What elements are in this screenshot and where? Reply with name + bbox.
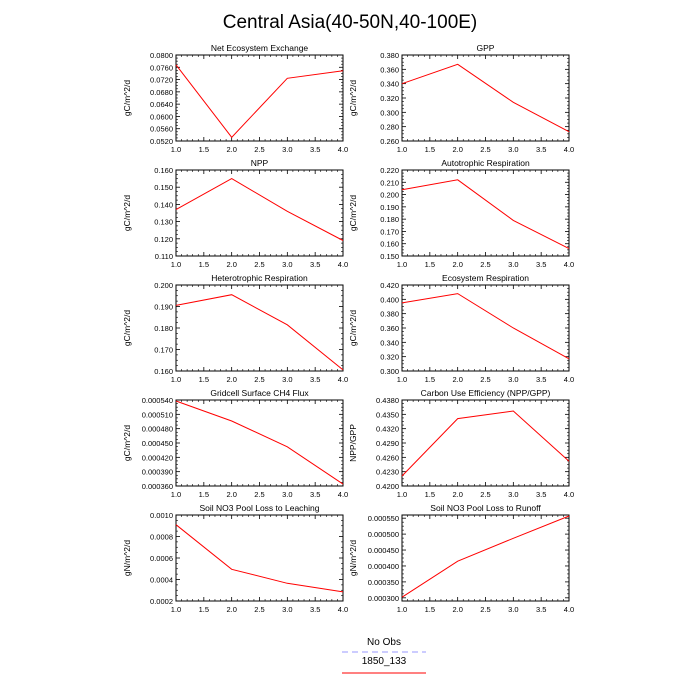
x-tick-label: 2.0 (452, 375, 463, 384)
plot-frame (402, 170, 569, 256)
y-tick-label: 0.200 (380, 190, 399, 200)
panel-title: NPP (250, 158, 269, 168)
y-axis-label: gC/m^2/d (122, 194, 132, 232)
y-tick-label: 0.4200 (376, 482, 399, 491)
x-tick-label: 3.0 (508, 605, 519, 614)
x-tick-label: 1.5 (198, 490, 210, 499)
y-tick-label: 0.380 (380, 309, 399, 319)
x-tick-label: 3.0 (508, 145, 519, 154)
y-tick-label: 0.0002 (150, 597, 173, 606)
x-tick-label: 2.5 (254, 605, 265, 614)
y-tick-label: 0.000450 (367, 546, 399, 556)
x-tick-label: 1.0 (170, 605, 182, 614)
y-tick-label: 0.130 (154, 217, 173, 227)
panel-grid (122, 43, 574, 614)
x-tick-label: 3.5 (309, 605, 321, 614)
plot-frame (402, 285, 569, 371)
x-tick-label: 1.0 (170, 145, 182, 154)
y-axis-label: gC/m^2/d (122, 424, 132, 462)
y-tick-label: 0.0006 (150, 554, 173, 563)
x-tick-label: 4.0 (563, 260, 575, 269)
x-tick-label: 1.0 (396, 375, 408, 384)
x-tick-label: 2.0 (226, 605, 237, 614)
series-line (402, 411, 569, 476)
y-tick-label: 0.000390 (141, 467, 173, 477)
plot-frame (402, 55, 569, 141)
x-tick-label: 4.0 (337, 375, 349, 384)
y-tick-label: 0.260 (380, 137, 399, 146)
x-tick-label: 2.5 (480, 375, 491, 384)
x-tick-label: 3.5 (309, 490, 321, 499)
x-tick-label: 3.5 (309, 375, 321, 384)
y-axis-label: NPP/GPP (348, 424, 358, 462)
x-tick-label: 3.0 (508, 375, 519, 384)
panel-title: Soil NO3 Pool Loss to Leaching (199, 503, 320, 513)
y-tick-label: 0.220 (380, 166, 399, 175)
panel-title: Soil NO3 Pool Loss to Runoff (430, 503, 541, 513)
y-tick-label: 0.000300 (367, 593, 399, 603)
x-tick-label: 3.0 (508, 260, 519, 269)
x-tick-label: 2.0 (452, 260, 463, 269)
plot-frame (402, 400, 569, 486)
x-tick-label: 4.0 (563, 145, 575, 154)
y-tick-label: 0.340 (380, 79, 399, 89)
y-axis-label: gC/m^2/d (348, 309, 358, 347)
panel-title: Gridcell Surface CH4 Flux (210, 388, 309, 398)
y-tick-label: 0.4230 (376, 467, 399, 477)
x-tick-label: 2.0 (452, 605, 463, 614)
x-tick-label: 1.5 (198, 145, 210, 154)
y-tick-label: 0.000450 (141, 439, 173, 448)
x-tick-label: 1.0 (170, 375, 182, 384)
x-tick-label: 3.5 (535, 490, 547, 499)
y-tick-label: 0.000480 (141, 424, 173, 434)
y-tick-label: 0.0560 (150, 124, 173, 134)
x-tick-label: 3.5 (535, 605, 547, 614)
x-tick-label: 2.5 (480, 605, 491, 614)
panel (122, 388, 348, 499)
y-tick-label: 0.0010 (150, 511, 173, 520)
y-tick-label: 0.150 (380, 252, 399, 261)
y-axis-label: gN/m^2/d (122, 539, 132, 577)
y-tick-label: 0.210 (380, 178, 399, 188)
figure-title: Central Asia(40-50N,40-100E) (222, 12, 478, 33)
series-line (176, 525, 343, 592)
x-tick-label: 3.5 (309, 260, 321, 269)
y-tick-label: 0.420 (380, 281, 399, 290)
x-tick-label: 2.5 (480, 490, 491, 499)
x-tick-label: 4.0 (337, 260, 349, 269)
panel (122, 43, 348, 154)
y-axis-label: gC/m^2/d (348, 194, 358, 232)
x-tick-label: 1.0 (396, 145, 408, 154)
y-tick-label: 0.0600 (150, 112, 173, 122)
panel (348, 43, 574, 154)
y-tick-label: 0.140 (154, 200, 173, 210)
x-tick-label: 1.5 (424, 145, 436, 154)
x-tick-label: 1.5 (424, 375, 436, 384)
x-tick-label: 2.5 (254, 260, 265, 269)
panel-title: Heterotrophic Respiration (211, 273, 308, 283)
y-tick-label: 0.0800 (150, 51, 173, 60)
y-tick-label: 0.000400 (367, 561, 399, 571)
legend-label-1850-133: 1850_133 (361, 656, 407, 667)
y-tick-label: 0.190 (154, 302, 173, 312)
x-tick-label: 4.0 (563, 375, 575, 384)
y-tick-label: 0.200 (154, 281, 173, 290)
x-tick-label: 2.5 (254, 490, 265, 499)
x-tick-label: 2.5 (480, 260, 491, 269)
panel (348, 388, 574, 499)
y-tick-label: 0.360 (380, 65, 399, 75)
y-tick-label: 0.000510 (141, 410, 173, 420)
x-tick-label: 3.0 (282, 145, 293, 154)
x-tick-label: 1.5 (424, 605, 436, 614)
x-tick-label: 2.0 (226, 375, 237, 384)
x-tick-label: 1.0 (170, 260, 182, 269)
y-tick-label: 0.300 (380, 108, 399, 118)
panel-title: Carbon Use Efficiency (NPP/GPP) (420, 388, 551, 398)
y-tick-label: 0.170 (380, 227, 399, 237)
y-tick-label: 0.320 (380, 94, 399, 103)
x-tick-label: 1.5 (424, 260, 436, 269)
x-tick-label: 2.5 (254, 375, 265, 384)
series-line (402, 516, 569, 597)
plot-frame (176, 285, 343, 371)
series-line (402, 294, 569, 359)
x-tick-label: 2.0 (452, 490, 463, 499)
y-tick-label: 0.110 (154, 252, 173, 261)
x-tick-label: 3.0 (282, 260, 293, 269)
y-tick-label: 0.000500 (367, 530, 399, 540)
y-tick-label: 0.320 (380, 352, 399, 362)
y-tick-label: 0.0520 (150, 137, 173, 146)
y-tick-label: 0.380 (380, 51, 399, 60)
x-tick-label: 2.0 (226, 260, 237, 269)
y-tick-label: 0.0004 (150, 575, 173, 585)
x-tick-label: 2.5 (254, 145, 265, 154)
x-tick-label: 4.0 (337, 145, 349, 154)
y-tick-label: 0.0008 (150, 532, 173, 542)
series-line (176, 65, 343, 138)
plot-frame (402, 515, 569, 601)
y-tick-label: 0.4260 (376, 453, 399, 463)
panel-title: GPP (476, 43, 495, 53)
series-line (402, 180, 569, 249)
x-tick-label: 1.0 (170, 490, 182, 499)
y-tick-label: 0.300 (380, 367, 399, 376)
series-line (402, 64, 569, 131)
y-tick-label: 0.4290 (376, 439, 399, 448)
plot-frame (176, 170, 343, 256)
series-line (176, 295, 343, 370)
y-tick-label: 0.0720 (150, 75, 173, 85)
x-tick-label: 3.5 (535, 375, 547, 384)
x-tick-label: 4.0 (337, 490, 349, 499)
x-tick-label: 1.5 (198, 605, 210, 614)
x-tick-label: 3.0 (508, 490, 519, 499)
y-tick-label: 0.0760 (150, 63, 173, 73)
x-tick-label: 2.0 (226, 490, 237, 499)
x-tick-label: 4.0 (563, 605, 575, 614)
series-line (176, 179, 343, 241)
y-tick-label: 0.4380 (376, 396, 399, 405)
y-tick-label: 0.400 (380, 295, 399, 305)
y-tick-label: 0.180 (380, 215, 399, 225)
y-tick-label: 0.4350 (376, 410, 399, 420)
panel (348, 273, 574, 384)
y-tick-label: 0.190 (380, 202, 399, 212)
x-tick-label: 1.0 (396, 490, 408, 499)
y-tick-label: 0.000420 (141, 453, 173, 463)
series-line (176, 401, 343, 484)
y-axis-label: gC/m^2/d (122, 309, 132, 347)
x-tick-label: 3.0 (282, 490, 293, 499)
panel-title: Net Ecosystem Exchange (210, 43, 309, 53)
y-tick-label: 0.170 (154, 345, 173, 355)
x-tick-label: 2.0 (452, 145, 463, 154)
panel (122, 158, 348, 269)
panel (348, 503, 574, 614)
plot-frame (176, 400, 343, 486)
y-tick-label: 0.160 (380, 239, 399, 249)
y-tick-label: 0.340 (380, 338, 399, 348)
x-tick-label: 2.0 (226, 145, 237, 154)
y-tick-label: 0.0680 (150, 87, 173, 97)
y-axis-label: gC/m^2/d (122, 79, 132, 117)
y-tick-label: 0.000540 (141, 396, 173, 405)
y-tick-label: 0.120 (154, 234, 173, 244)
y-tick-label: 0.4320 (376, 424, 399, 434)
legend-label-no-obs: No Obs (367, 637, 401, 648)
y-tick-label: 0.360 (380, 324, 399, 333)
y-tick-label: 0.000360 (141, 482, 173, 491)
y-tick-label: 0.160 (154, 166, 173, 175)
legend (342, 637, 426, 673)
panel (122, 273, 348, 384)
x-tick-label: 4.0 (337, 605, 349, 614)
panel (122, 503, 348, 614)
y-tick-label: 0.000350 (367, 577, 399, 587)
y-axis-label: gN/m^2/d (348, 539, 358, 577)
x-tick-label: 2.5 (480, 145, 491, 154)
x-tick-label: 3.5 (535, 145, 547, 154)
y-tick-label: 0.150 (154, 183, 173, 193)
x-tick-label: 3.5 (535, 260, 547, 269)
x-tick-label: 1.5 (198, 375, 210, 384)
y-tick-label: 0.160 (154, 367, 173, 376)
x-tick-label: 1.5 (198, 260, 210, 269)
x-tick-label: 1.0 (396, 605, 408, 614)
x-tick-label: 3.0 (282, 605, 293, 614)
panel-title: Ecosystem Respiration (442, 273, 529, 283)
x-tick-label: 4.0 (563, 490, 575, 499)
y-tick-label: 0.0640 (150, 100, 173, 110)
x-tick-label: 3.5 (309, 145, 321, 154)
panel-title: Autotrophic Respiration (441, 158, 530, 168)
y-axis-label: gC/m^2/d (348, 79, 358, 117)
y-tick-label: 0.180 (154, 324, 173, 333)
y-tick-label: 0.280 (380, 122, 399, 132)
x-tick-label: 1.5 (424, 490, 436, 499)
y-tick-label: 0.000550 (367, 514, 399, 524)
panel (348, 158, 574, 269)
x-tick-label: 1.0 (396, 260, 408, 269)
x-tick-label: 3.0 (282, 375, 293, 384)
